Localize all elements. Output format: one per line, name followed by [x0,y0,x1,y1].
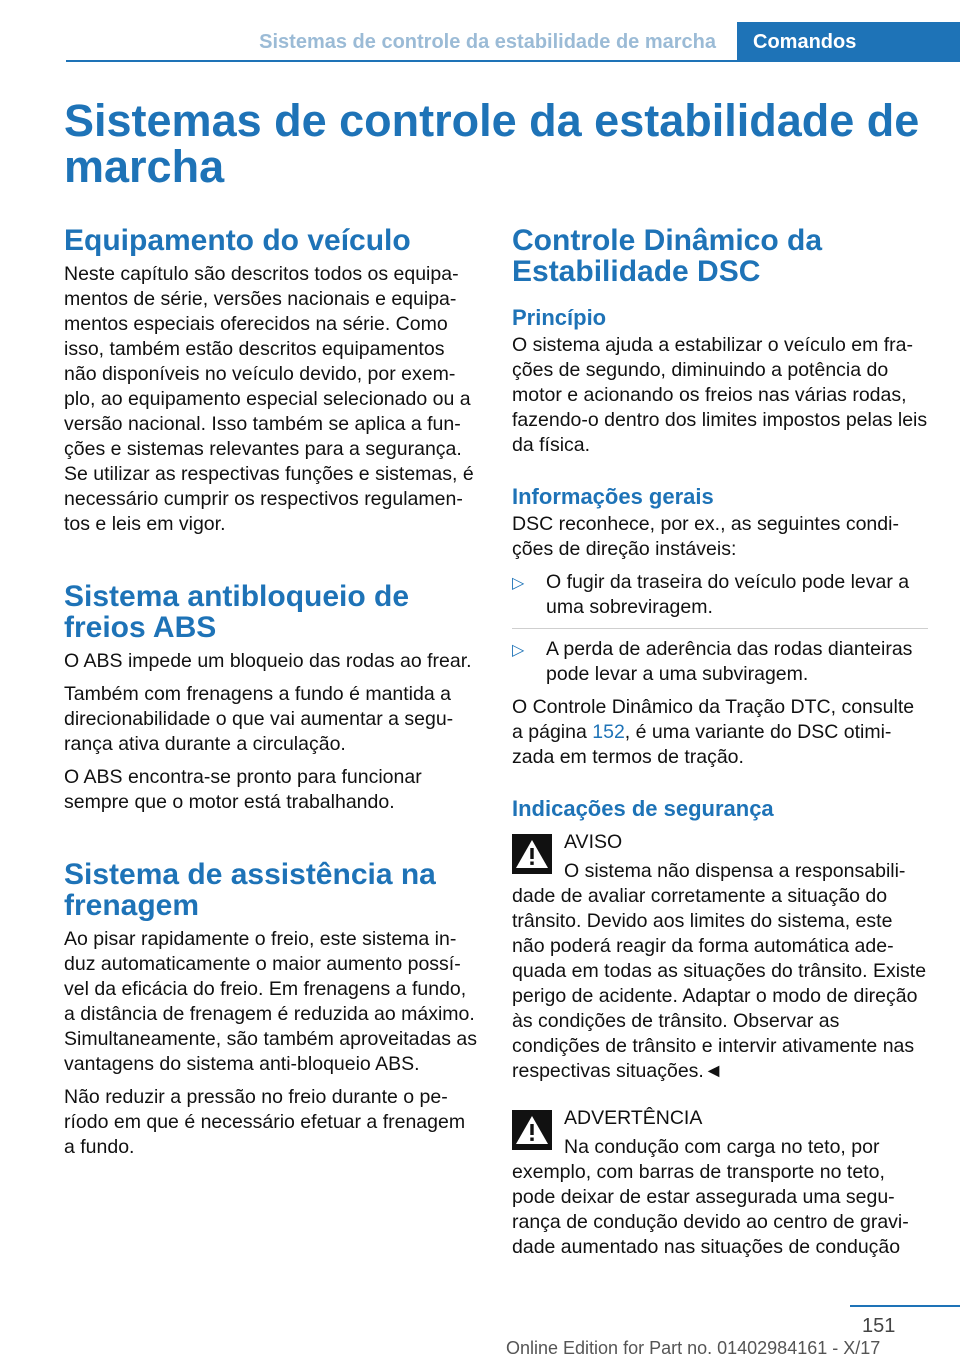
heading-abs: Sistema antibloqueio de freios ABS [64,580,410,644]
page-title: Sistemas de controle da estabilidade de marcha [64,95,920,192]
heading-equipamento: Equipamento do veículo [64,224,411,257]
heading-dsc: Controle Dinâmico da Estabilidade DSC [512,224,823,288]
page-link-152[interactable]: 152 [592,721,625,743]
left-column [64,225,479,1168]
header-rule [66,60,960,62]
paragraph: Neste capítulo são descritos todos os equipa-mentos de série, versões nacionais e equipa-mentos especiais oferecidos na série. Como isso, também estão descritos equipamentos não disponíveis no veículo devido, por exem-plo, ao equipamento especial selecionado ou a versão nacional. Isso também se aplica a fun-ções e sistemas relevantes para a segurança. Se utilizar as respectivas funções e sistemas, é necessário cumprir os respectivos regulamen-tos e leis em vigor. [64,263,474,535]
warning-block [512,1106,928,1260]
warning-triangle-icon [512,834,552,874]
divider [512,628,928,629]
triangle-bullet-icon: ▷ [512,575,525,592]
warning-text: Na condução com carga no teto, por exemplo, com barras de transporte no teto, pode deixar de estar assegurada uma segu-rança de condução devido ao centro de gravi-dade aumentado nas situações de condução [512,1136,909,1258]
paragraph: Não reduzir a pressão no freio durante o pe-ríodo em que é necessário efetuar a frenagem a fundo. [64,1086,466,1158]
list-item: ▷ A perda de aderência das rodas dianteiras pode levar a uma subviragem. [512,638,913,685]
heading-brake-assist: Sistema de assistência na frenagem [64,858,436,922]
subheading-general-info: Informações gerais [512,484,714,509]
warning-title: AVISO [564,831,623,853]
paragraph: DSC reconhece, por ex., as seguintes condi-ções de direção instáveis: [512,513,899,560]
paragraph: Ao pisar rapidamente o freio, este sistema in-duz automaticamente o maior aumento possí-vel da eficácia do freio. Em frenagens a fundo, a distância de frenagem é reduzida ao máximo. Simultaneamente, são também aproveitadas as vantagens do sistema anti-bloqueio ABS. [64,928,477,1075]
paragraph: O ABS impede um bloqueio das rodas ao frear. [64,650,472,672]
paragraph: Também com frenagens a fundo é mantida a direcionabilidade o que vai aumentar a segu-rança ativa durante a circulação. [64,683,454,755]
right-column [512,225,928,1268]
footer-rule [850,1305,960,1307]
list-item: ▷ O fugir da traseira do veículo pode levar a uma sobreviragem. [512,571,910,618]
warning-triangle-icon [512,1110,552,1150]
edition-note: Online Edition for Part no. 01402984161 - X/17 [506,1338,881,1358]
paragraph: O ABS encontra-se pronto para funcionar sempre que o motor está trabalhando. [64,766,422,813]
warning-title: ADVERTÊNCIA [564,1107,703,1129]
header-chapter-tab: Comandos [737,22,960,62]
page-header [0,0,960,62]
page-number: 151 [862,1315,896,1337]
bullet-list [512,570,928,687]
paragraph: O sistema ajuda a estabilizar o veículo em fra-ções de segundo, diminuindo a potência do motor e acionando os freios nas várias rodas, fazendo-o dentro dos limites impostos pelas leis da física. [512,334,928,456]
paragraph-dtc: O Controle Dinâmico da Tração DTC, consulte a página 152, é uma variante do DSC otimi-zada em termos de tração. [512,696,915,768]
triangle-bullet-icon: ▷ [512,642,525,659]
subheading-principle: Princípio [512,305,607,330]
warning-text: O sistema não dispensa a responsabili- dade de avaliar corretamente a situação do trânsito. Devido aos limites do sistema, este não poderá reagir da forma automática ade-quada em todas as situações do trânsito. Existe perigo de acidente. Adaptar o modo de direção às condições de trânsito. Observar as condições de trânsito e intervir ativamente nas respectivas situações.◄ [512,860,927,1082]
warning-block [512,830,928,1084]
subheading-safety: Indicações de segurança [512,796,774,821]
header-section-title: Sistemas de controle da estabilidade de marcha [259,31,716,53]
